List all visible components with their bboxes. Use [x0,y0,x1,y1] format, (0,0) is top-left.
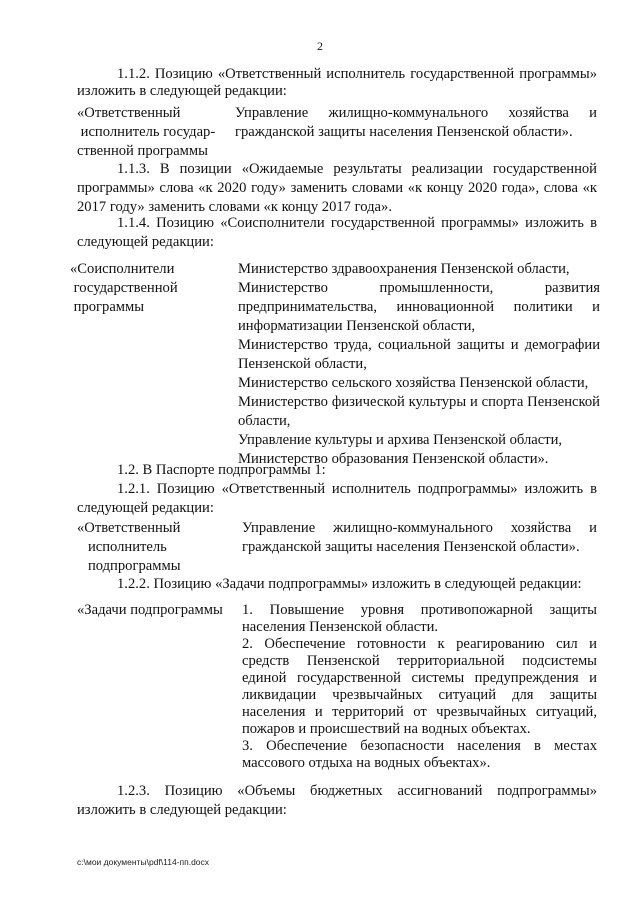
task-item: 1. Повышение уровня противопожарной защиты населения Пензенской области. [242,602,597,635]
section-1-2-3-intro: 1.2.3. Позицию «Объемы бюджетных ассигнований подпрограммы» изложить в следующей редакции: [77,783,597,818]
section-1-2-1-value: Управление жилищно-коммунального хозяйства и гражданской защиты населения Пензенской области». [242,520,597,555]
co-executor-item: Министерство промышленности, развития предпринимательства, инновационной политики и информатизации Пензенской области, [238,280,600,334]
task-item: 3. Обеспечение безопасности населения в местах массового отдыха на водных объектах». [242,738,597,771]
section-1-2-1-intro: 1.2.1. Позицию «Ответственный исполнитель подпрограммы» изложить в следующей редакции: [77,481,597,516]
file-path-footer: c:\мои документы\pdf\114-пп.docx [77,857,210,867]
section-1-2-2-intro: 1.2.2. Позицию «Задачи подпрограммы» изложить в следующей редакции: [117,576,582,592]
page-number: 2 [317,39,323,53]
section-1-2-2-values [242,602,597,772]
co-executor-item: Министерство физической культуры и спорта Пензенской области, [238,394,600,429]
co-executor-item: Министерство здравоохранения Пензенской области, [238,261,570,277]
section-1-1-4-values [238,260,600,469]
section-1-2-1-label: «Ответственный исполнитель подпрограммы [77,520,181,574]
section-1-1-3-text: 1.1.3. В позиции «Ожидаемые результаты реализации государственной программы» слова «к 2020 году» заменить словами «к концу 2020 года», слова «к 2017 году» заменить словами «к концу 2017 года». [77,161,597,215]
section-1-1-2-label: «Ответственный исполнитель государ- ственной программы [77,105,216,159]
co-executor-item: Министерство образования Пензенской области». [238,451,549,467]
section-1-1-4-label: «Соисполнители государственной программы [70,261,178,315]
section-1-2-heading: 1.2. В Паспорте подпрограммы 1: [117,462,326,478]
section-1-1-4-intro: 1.1.4. Позицию «Соисполнители государственной программы» изложить в следующей редакции: [77,215,597,250]
section-1-2-2-label: «Задачи подпрограммы [77,602,223,618]
section-1-1-2-value: Управление жилищно-коммунального хозяйства и гражданской защиты населения Пензенской области». [235,105,597,140]
task-item: 2. Обеспечение готовности к реагированию сил и средств Пензенской территориальной подсистемы единой государственной системы предупреждения и ликвидации чрезвычайных ситуаций для защиты населения и территорий от чрезвычайных ситуаций, пожаров и происшествий на водных объектах. [242,636,597,737]
co-executor-item: Министерство труда, социальной защиты и демографии Пензенской области, [238,337,600,372]
section-1-1-2-intro: 1.1.2. Позицию «Ответственный исполнитель государственной программы» изложить в следующей редакции: [77,66,597,99]
co-executor-item: Министерство сельского хозяйства Пензенской области, [238,375,589,391]
co-executor-item: Управление культуры и архива Пензенской области, [238,432,563,448]
